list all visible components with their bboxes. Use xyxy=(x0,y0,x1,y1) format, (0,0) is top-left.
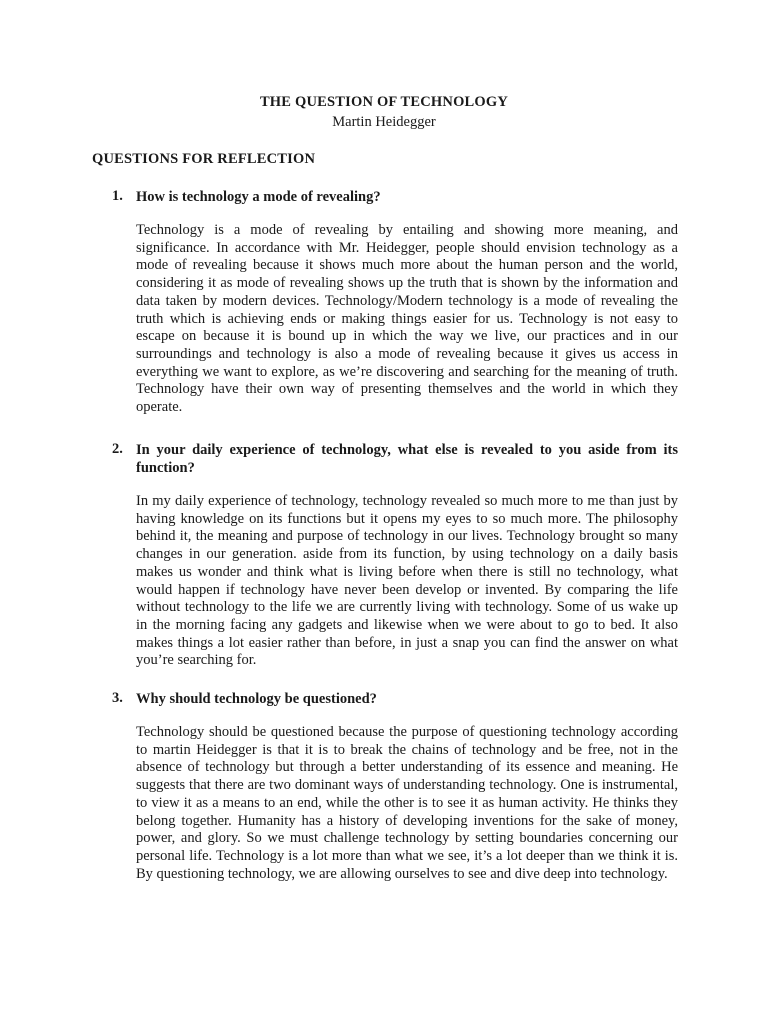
question-number: 2. xyxy=(112,441,123,457)
document-title: THE QUESTION OF TECHNOLOGY xyxy=(259,94,509,110)
answer-paragraph: In my daily experience of technology, technology revealed so much more to me than just by having knowledge on its functions but it opens my eyes to so much more. The philosophy behind it, the meaning and purpose of technology in our lives. Technology brought so many changes in our generation. aside from its function, by using technology on a daily basis makes us wonder and think what is living before when there is still no technology, what would happen if technology have never been develop or invented. By comparing the life without technology to the life we are currently living with technology. Some of us wake up in the morning facing any gadgets and likewise when we were about to go to bed. It also makes things a lot easier rather than before, in just a snap you can find the answer on what you’re searching for. xyxy=(136,493,678,669)
section-heading: QUESTIONS FOR REFLECTION xyxy=(92,151,316,167)
question-text: Why should technology be questioned? xyxy=(136,691,377,707)
question-text: How is technology a mode of revealing? xyxy=(136,189,381,205)
answer-paragraph: Technology is a mode of revealing by entailing and showing more meaning, and significance. In accordance with Mr. Heidegger, people should envision technology as a mode of revealing because it shows much more about the human person and the world, considering it as mode of revealing shows up the truth that is shown by the information and data taken by modern devices. Technology/Modern technology is a mode of revealing the truth which is achieving ends or making things easier for us. Technology is not easy to escape on because it is bound up in which the way we live, our practices and in our surroundings and technology is also a mode of revealing because it gives us access in everything we want to explore, as we’re discovering and searching for the meaning of truth. Technology have their own way of presenting themselves and the world in which they operate. xyxy=(136,222,678,416)
document-author: Martin Heidegger xyxy=(332,114,436,130)
question-number: 3. xyxy=(112,690,123,706)
question-number: 1. xyxy=(112,188,123,204)
question-text: In your daily experience of technology, what else is revealed to you aside from its function? xyxy=(136,442,678,476)
answer-paragraph: Technology should be questioned because the purpose of questioning technology according to martin Heidegger is that it is to break the chains of technology and be free, not in the absence of technology but through a better understanding of its essence and meaning. He suggests that there are two dominant ways of understanding technology. One is instrumental, to view it as a means to an end, while the other is to see it as human activity. He thinks they belong together. Humanity has a history of developing inventions for the sake of money, power, and glory. So we must challenge technology by setting boundaries concerning our personal life. Technology is a lot more than what we see, it’s a lot deeper than we think it is. By questioning technology, we are allowing ourselves to see and dive deep into technology. xyxy=(136,724,678,882)
